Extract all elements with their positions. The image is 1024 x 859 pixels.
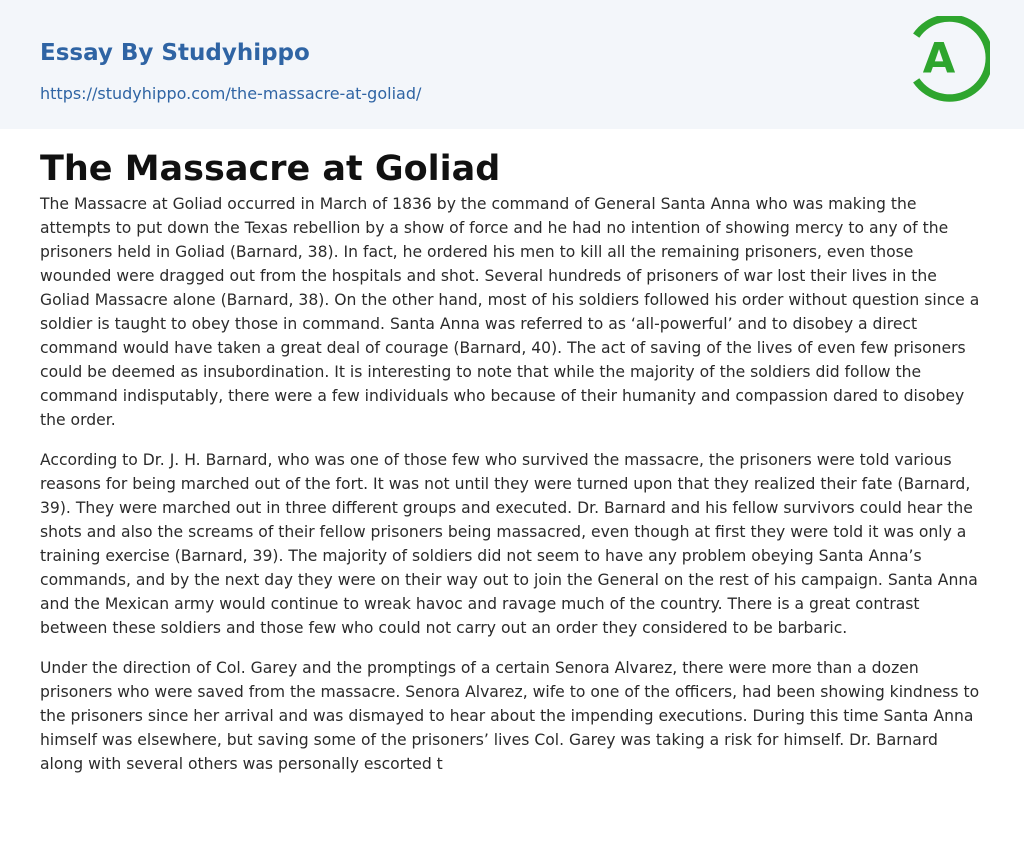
essay-paragraph-2: According to Dr. J. H. Barnard, who was one of those few who survived the massacre, the prisoners were told various reasons for being marched out of the fort. It was not until they were turned upon that they realized their fate (Barnard, 39). They were marched out in three different groups and executed. Dr. Barnard and his fellow survivors could hear the shots and also the screams of their fellow prisoners being massacred, even though at first they were told it was only a training exercise (Barnard, 39). The majority of soldiers did not seem to have any problem obeying Santa Anna’s commands, and by the next day they were on their way out to join the General on the rest of his campaign. Santa Anna and the Mexican army would continue to wreak havoc and ravage much of the country. There is a great contrast between these soldiers and those few who could not carry out an order they considered to be barbaric. xyxy=(40,451,978,637)
essay-paragraph-3: Under the direction of Col. Garey and the promptings of a certain Senora Alvarez, there were more than a dozen prisoners who were saved from the massacre. Senora Alvarez, wife to one of the officers, had been showing kindness to the prisoners since her arrival and was dismayed to hear about the impending executions. During this time Santa Anna himself was elsewhere, but saving some of the prisoners’ lives Col. Garey was taking a risk for himself. Dr. Barnard along with several others was personally escorted t xyxy=(40,659,980,773)
essay-title: The Massacre at Goliad xyxy=(40,149,501,189)
site-header xyxy=(0,0,1024,129)
source-url-link[interactable]: https://studyhippo.com/the-massacre-at-goliad/ xyxy=(40,84,422,103)
studyhippo-logo-icon xyxy=(910,16,990,108)
essay-paragraph-1: The Massacre at Goliad occurred in March of 1836 by the command of General Santa Anna who was making the attempts to put down the Texas rebellion by a show of force and he had no intention of showing mercy to any of the prisoners held in Goliad (Barnard, 38). In fact, he ordered his men to kill all the remaining prisoners, even those wounded were dragged out from the hospitals and shot. Several hundreds of prisoners of war lost their lives in the Goliad Massacre alone (Barnard, 38). On the other hand, most of his soldiers followed his order without question since a soldier is taught to obey those in command. Santa Anna was referred to as ‘all-powerful’ and to disobey a direct command would have taken a great deal of courage (Barnard, 40). The act of saving of the lives of even few prisoners could be deemed as insubordination. It is interesting to note that while the majority of the soldiers did follow the command indisputably, there were a few individuals who because of their humanity and compassion dared to disobey the order. xyxy=(40,195,980,429)
site-brand: Essay By Studyhippo xyxy=(40,40,310,66)
logo-letter: A xyxy=(922,33,956,83)
essay-content xyxy=(0,129,1024,776)
